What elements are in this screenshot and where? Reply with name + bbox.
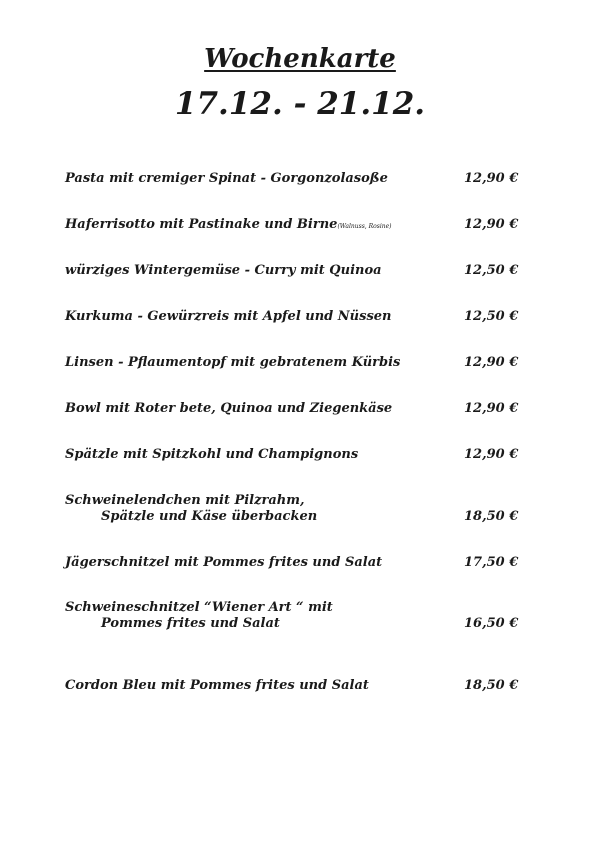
item-name: Bowl mit Roter bete, Quinoa und Ziegenkäse [65, 401, 393, 416]
item-price: 16,50 € [464, 616, 519, 631]
item-name-line2: Pommes frites und Salat [101, 616, 280, 631]
item-name: Haferrisotto mit Pastinake und Birne [65, 217, 338, 232]
item-price: 12,90 € [464, 217, 519, 232]
item-price: 12,90 € [464, 401, 519, 416]
item-name: Schweinelendchen mit Pilzrahm, [65, 493, 305, 508]
item-name: Schweineschnitzel “Wiener Art “ mit [65, 600, 333, 615]
item-price: 18,50 € [464, 678, 519, 693]
item-name: Spätzle mit Spitzkohl und Champignons [65, 447, 359, 462]
item-price: 12,90 € [464, 355, 519, 370]
item-name: Cordon Bleu mit Pommes frites und Salat [65, 678, 369, 693]
item-name: Pasta mit cremiger Spinat - Gorgonzolasoße [65, 171, 388, 186]
item-price: 12,50 € [464, 309, 519, 324]
item-price: 12,90 € [464, 447, 519, 462]
item-price: 18,50 € [464, 509, 519, 524]
item-price: 12,90 € [464, 171, 519, 186]
item-name: Linsen - Pflaumentopf mit gebratenem Kürbis [65, 355, 401, 370]
item-note: (Walnuss, Rosine) [337, 223, 392, 230]
item-name-wrap [65, 217, 392, 235]
item-price: 17,50 € [464, 555, 519, 570]
item-name-line2: Spätzle und Käse überbacken [101, 509, 318, 524]
item-name: Jägerschnitzel mit Pommes frites und Salat [65, 555, 383, 570]
date-range: 17.12. - 21.12. [174, 86, 426, 122]
item-name: Kurkuma - Gewürzreis mit Apfel und Nüssen [65, 309, 392, 324]
item-price: 12,50 € [464, 263, 519, 278]
page-title [0, 44, 600, 74]
title-text: Wochenkarte [204, 44, 396, 74]
item-name: würziges Wintergemüse - Curry mit Quinoa [65, 263, 382, 278]
